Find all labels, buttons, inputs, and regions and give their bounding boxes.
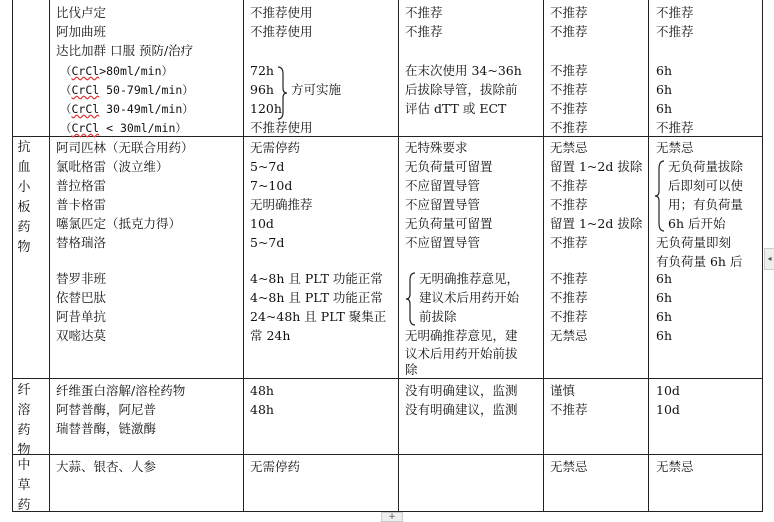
col5-value: 无负荷量即刻 bbox=[656, 235, 732, 250]
stop-interval: 120h bbox=[250, 101, 282, 116]
col4-value: 不推荐 bbox=[550, 120, 588, 135]
col5-value: 无禁忌 bbox=[656, 140, 694, 155]
drug-name: 双嘧达莫 bbox=[56, 328, 107, 343]
col-divider-1 bbox=[49, 0, 50, 512]
stop-interval: 不推荐使用 bbox=[250, 24, 313, 39]
col5-value: 不推荐 bbox=[656, 5, 694, 20]
col4-value: 无禁忌 bbox=[550, 328, 588, 343]
col4-value: 不推荐 bbox=[550, 82, 588, 97]
catheter-note: 无负荷量可留置 bbox=[405, 159, 493, 174]
col5-value: 6h 后开始 bbox=[668, 216, 726, 231]
col4-value: 不推荐 bbox=[550, 5, 588, 20]
drug-name: 大蒜、银杏、人参 bbox=[56, 459, 157, 474]
catheter-note: 不推荐 bbox=[405, 24, 443, 39]
anticoag-note: 方可实施 bbox=[291, 82, 342, 97]
col5-value: 6h bbox=[656, 290, 673, 305]
col4-value: 不推荐 bbox=[550, 309, 588, 324]
drug-name: 普卡格雷 bbox=[56, 197, 107, 212]
col5-value: 用；有负荷量 bbox=[668, 197, 744, 212]
stop-interval: 5~7d bbox=[250, 235, 285, 250]
drug-dose-crcl: （CrCl < 30ml/min） bbox=[60, 121, 187, 135]
catheter-note: 无明确推荐意见，建 bbox=[405, 328, 518, 343]
catheter-note: 不应留置导管 bbox=[405, 178, 481, 193]
col4-value: 不推荐 bbox=[550, 235, 588, 250]
drug-name: 比伐卢定 bbox=[56, 5, 107, 20]
drug-dose-crcl: （CrCl 30-49ml/min） bbox=[60, 102, 194, 116]
catheter-note: 不应留置导管 bbox=[405, 197, 481, 212]
catheter-note: 建议术后用药开始 bbox=[419, 290, 520, 305]
col4-value: 留置 1~2d 拔除 bbox=[550, 216, 643, 231]
col-divider-3 bbox=[398, 0, 399, 512]
stop-interval: 不推荐使用 bbox=[250, 5, 313, 20]
col4-value: 留置 1~2d 拔除 bbox=[550, 159, 643, 174]
catheter-note: 后拔除导管，拔除前 bbox=[405, 82, 518, 97]
col4-value: 不推荐 bbox=[550, 178, 588, 193]
col5-value: 有负荷量 6h 后 bbox=[656, 254, 743, 269]
col5-value: 后即刻可以使 bbox=[668, 178, 744, 193]
catheter-note: 除 bbox=[405, 362, 418, 377]
stop-interval: 无需停药 bbox=[250, 459, 301, 474]
stop-interval: 5~7d bbox=[250, 159, 285, 174]
catheter-note: 无明确推荐意见， bbox=[419, 271, 520, 286]
drug-name: 氯吡格雷（波立维） bbox=[56, 159, 169, 174]
drug-name: 阿替普酶，阿尼普 bbox=[56, 402, 157, 417]
col4-value: 无禁忌 bbox=[550, 140, 588, 155]
catheter-note: 无负荷量可留置 bbox=[405, 216, 493, 231]
stop-interval: 96h bbox=[250, 82, 274, 97]
table-border-left bbox=[12, 0, 13, 512]
stop-interval: 7~10d bbox=[250, 178, 293, 193]
col-divider-4 bbox=[543, 0, 544, 512]
col4-value: 谨慎 bbox=[550, 383, 576, 398]
drug-name: 纤维蛋白溶解/溶栓药物 bbox=[56, 383, 186, 398]
table-resize-handle[interactable]: + bbox=[381, 512, 403, 522]
catheter-note: 没有明确建议，监测 bbox=[405, 383, 518, 398]
col5-value: 10d bbox=[656, 402, 680, 417]
stop-interval: 常 24h bbox=[250, 328, 291, 343]
catheter-note: 前拔除 bbox=[419, 309, 457, 324]
category-thrombolytic: 纤溶药物 bbox=[17, 383, 31, 458]
drug-name: 普拉格雷 bbox=[56, 178, 107, 193]
drug-name: 阿昔单抗 bbox=[56, 309, 107, 324]
drug-dose-crcl: （CrCl 50-79ml/min） bbox=[60, 83, 194, 97]
stop-interval: 无需停药 bbox=[250, 140, 301, 155]
col5-value: 不推荐 bbox=[656, 24, 694, 39]
drug-dose-crcl: （CrCl>80ml/min） bbox=[60, 64, 174, 78]
stop-interval: 10d bbox=[250, 216, 274, 231]
stop-interval: 4~8h 且 PLT 功能正常 bbox=[250, 271, 383, 286]
catheter-note: 没有明确建议，监测 bbox=[405, 402, 518, 417]
col4-value: 不推荐 bbox=[550, 402, 588, 417]
col4-value: 不推荐 bbox=[550, 290, 588, 305]
drug-name: 替格瑞洛 bbox=[56, 235, 107, 250]
drug-name: 噻氯匹定（抵克力得） bbox=[56, 216, 182, 231]
stop-interval: 72h bbox=[250, 63, 274, 78]
brace-anticoag bbox=[276, 66, 288, 120]
catheter-note: 议术后用药开始前拔 bbox=[405, 346, 518, 361]
col5-value: 不推荐 bbox=[656, 120, 694, 135]
col5-value: 6h bbox=[656, 328, 673, 343]
col4-value: 不推荐 bbox=[550, 101, 588, 116]
col4-value: 无禁忌 bbox=[550, 459, 588, 474]
stop-interval: 无明确推荐 bbox=[250, 197, 313, 212]
col5-value: 6h bbox=[656, 82, 673, 97]
col5-value: 无禁忌 bbox=[656, 459, 694, 474]
row-divider-thrombolytic bbox=[12, 454, 763, 455]
table-border-right bbox=[762, 0, 763, 512]
brace-antiplatelet-col5 bbox=[654, 160, 666, 232]
drug-name: 阿司匹林（无联合用药） bbox=[56, 140, 194, 155]
col-divider-5 bbox=[648, 0, 649, 512]
col5-value: 6h bbox=[656, 101, 673, 116]
catheter-note: 不应留置导管 bbox=[405, 235, 481, 250]
col4-value: 不推荐 bbox=[550, 63, 588, 78]
col5-value: 6h bbox=[656, 63, 673, 78]
col-divider-2 bbox=[243, 0, 244, 512]
catheter-note: 评估 dTT 或 ECT bbox=[405, 101, 507, 116]
col5-value: 6h bbox=[656, 309, 673, 324]
brace-antiplatelet-col3 bbox=[405, 272, 417, 326]
row-divider-antiplatelet bbox=[12, 378, 763, 379]
catheter-note: 不推荐 bbox=[405, 5, 443, 20]
stop-interval: 24~48h 且 PLT 聚集正 bbox=[250, 309, 387, 324]
col4-value: 不推荐 bbox=[550, 197, 588, 212]
col4-value: 不推荐 bbox=[550, 271, 588, 286]
drug-name: 瑞替普酶，链激酶 bbox=[56, 421, 157, 436]
drug-name: 依替巴肽 bbox=[56, 290, 107, 305]
table-side-handle[interactable]: ◂ bbox=[764, 248, 774, 270]
stop-interval: 4~8h 且 PLT 功能正常 bbox=[250, 290, 383, 305]
drug-name: 达比加群 口服 预防/治疗 bbox=[56, 43, 194, 58]
drug-name: 替罗非班 bbox=[56, 271, 107, 286]
drug-name: 阿加曲班 bbox=[56, 24, 107, 39]
col5-value: 10d bbox=[656, 383, 680, 398]
catheter-note: 在末次使用 34~36h bbox=[405, 63, 522, 78]
stop-interval: 48h bbox=[250, 383, 274, 398]
stop-interval: 不推荐使用 bbox=[250, 120, 313, 135]
col5-value: 6h bbox=[656, 271, 673, 286]
category-herbal: 中草药 bbox=[17, 458, 31, 513]
stop-interval: 48h bbox=[250, 402, 274, 417]
catheter-note: 无特殊要求 bbox=[405, 140, 468, 155]
category-antiplatelet: 抗血小板药物 bbox=[17, 140, 31, 255]
col5-value: 无负荷量拔除 bbox=[668, 159, 744, 174]
col4-value: 不推荐 bbox=[550, 24, 588, 39]
